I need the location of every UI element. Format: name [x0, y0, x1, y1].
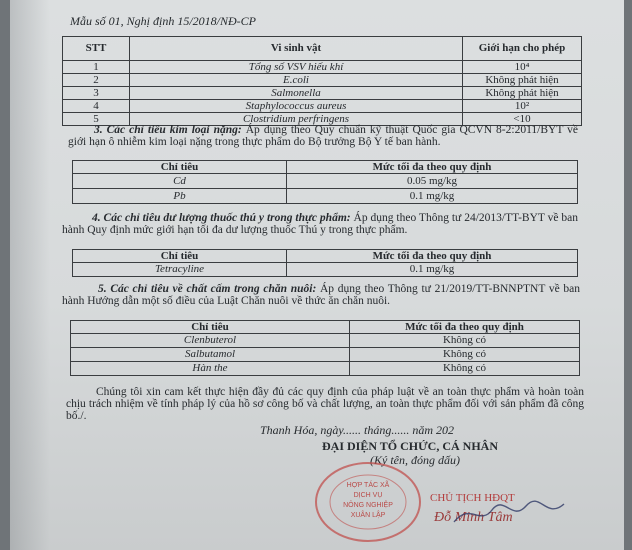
col-limit: Giới hạn cho phép	[463, 37, 582, 61]
stamp-line-3: NÔNG NGHIỆP	[343, 502, 393, 509]
col-criteria: Chỉ tiêu	[71, 321, 350, 334]
signatory-position: CHỦ TỊCH HĐQT	[430, 492, 515, 504]
section-3-heading: 3. Các chỉ tiêu kim loại nặng:	[94, 124, 242, 136]
section-5-heading: 5. Các chỉ tiêu về chất cấm trong chăn nuôi:	[98, 283, 317, 295]
col-max-level: Mức tối đa theo quy định	[287, 250, 578, 263]
section-4-paragraph	[62, 212, 578, 236]
table-row: 2 E.coli Không phát hiện	[63, 74, 582, 87]
table-row: 4 Staphylococcus aureus 10²	[63, 100, 582, 113]
table-row: 1 Tổng số VSV hiếu khí 10⁴	[63, 61, 582, 74]
table-row: Pb 0.1 mg/kg	[73, 189, 578, 204]
table-row: Hàn the Không có	[71, 362, 580, 376]
stamp-line-1: HỢP TÁC XÃ	[346, 482, 390, 489]
col-max-level: Mức tối đa theo quy định	[287, 161, 578, 174]
table-row: 3 Salmonella Không phát hiện	[63, 87, 582, 100]
place-date: Thanh Hóa, ngày...... tháng...... năm 202	[260, 423, 455, 437]
section-4-heading: 4. Các chỉ tiêu dư lượng thuốc thú y trong thực phẩm:	[92, 212, 351, 224]
company-stamp	[310, 458, 430, 544]
section-4-text: Áp dụng theo Thông tư 24/2013/TT-BYT về ban hành Quy định mức giới hạn tối đa dư lượng thuốc Thú y trong thực phẩm.	[62, 212, 579, 236]
table-row: Salbutamol Không có	[71, 348, 580, 362]
commitment-paragraph: Chúng tôi xin cam kết thực hiện đầy đủ các quy định của pháp luật về an toàn thực phẩm và hoàn toàn chịu trách nhiệm về tính pháp lý của hồ sơ công bố và chất lượng, an toàn thực phẩm đối với sản phẩm đã công bố./.	[66, 386, 584, 422]
handwritten-signature	[450, 492, 570, 532]
section-5-paragraph	[62, 283, 580, 307]
section-3-text: Áp dụng theo Quy chuẩn kỹ thuật Quốc gia QCVN 8-2:2011/BYT về giới hạn ô nhiễm kim loại nặng trong thực phẩm do Bộ trưởng Bộ Y tế ban hành.	[68, 124, 578, 148]
section-3-paragraph	[68, 124, 578, 148]
table-row: Tetracyline 0.1 mg/kg	[73, 263, 578, 277]
table-row: 5 Clostridium perfringens <10	[63, 113, 582, 126]
banned-substance-table	[70, 320, 580, 376]
col-criteria: Chỉ tiêu	[73, 161, 287, 174]
section-5-text: Áp dụng theo Thông tư 21/2019/TT-BNNPTNT về ban hành Hướng dẫn một số điều của Luật Chăn nuôi về thức ăn chăn nuôi.	[62, 283, 581, 307]
page-shadow	[10, 0, 50, 550]
table-row: Clenbuterol Không có	[71, 334, 580, 348]
heavy-metal-table	[72, 160, 578, 204]
signatory-name: Đỗ Minh Tâm	[434, 510, 513, 525]
table-row: Cd 0.05 mg/kg	[73, 174, 578, 189]
veterinary-drug-table	[72, 249, 578, 277]
stamp-line-2: DỊCH VỤ	[353, 492, 383, 499]
signatory-title: ĐẠI DIỆN TỔ CHỨC, CÁ NHÂN	[322, 439, 499, 453]
col-microorganism: Vi sinh vật	[130, 37, 463, 61]
form-reference: Mẫu số 01, Nghị định 15/2018/NĐ-CP	[70, 14, 257, 28]
microbiology-table	[62, 36, 582, 126]
col-stt: STT	[63, 37, 130, 61]
document-page	[10, 0, 624, 550]
stamp-line-4: XUÂN LẬP	[350, 512, 386, 519]
col-max-level: Mức tối đa theo quy định	[350, 321, 580, 334]
col-criteria: Chỉ tiêu	[73, 250, 287, 263]
sign-note: (Ký tên, đóng dấu)	[370, 453, 460, 467]
